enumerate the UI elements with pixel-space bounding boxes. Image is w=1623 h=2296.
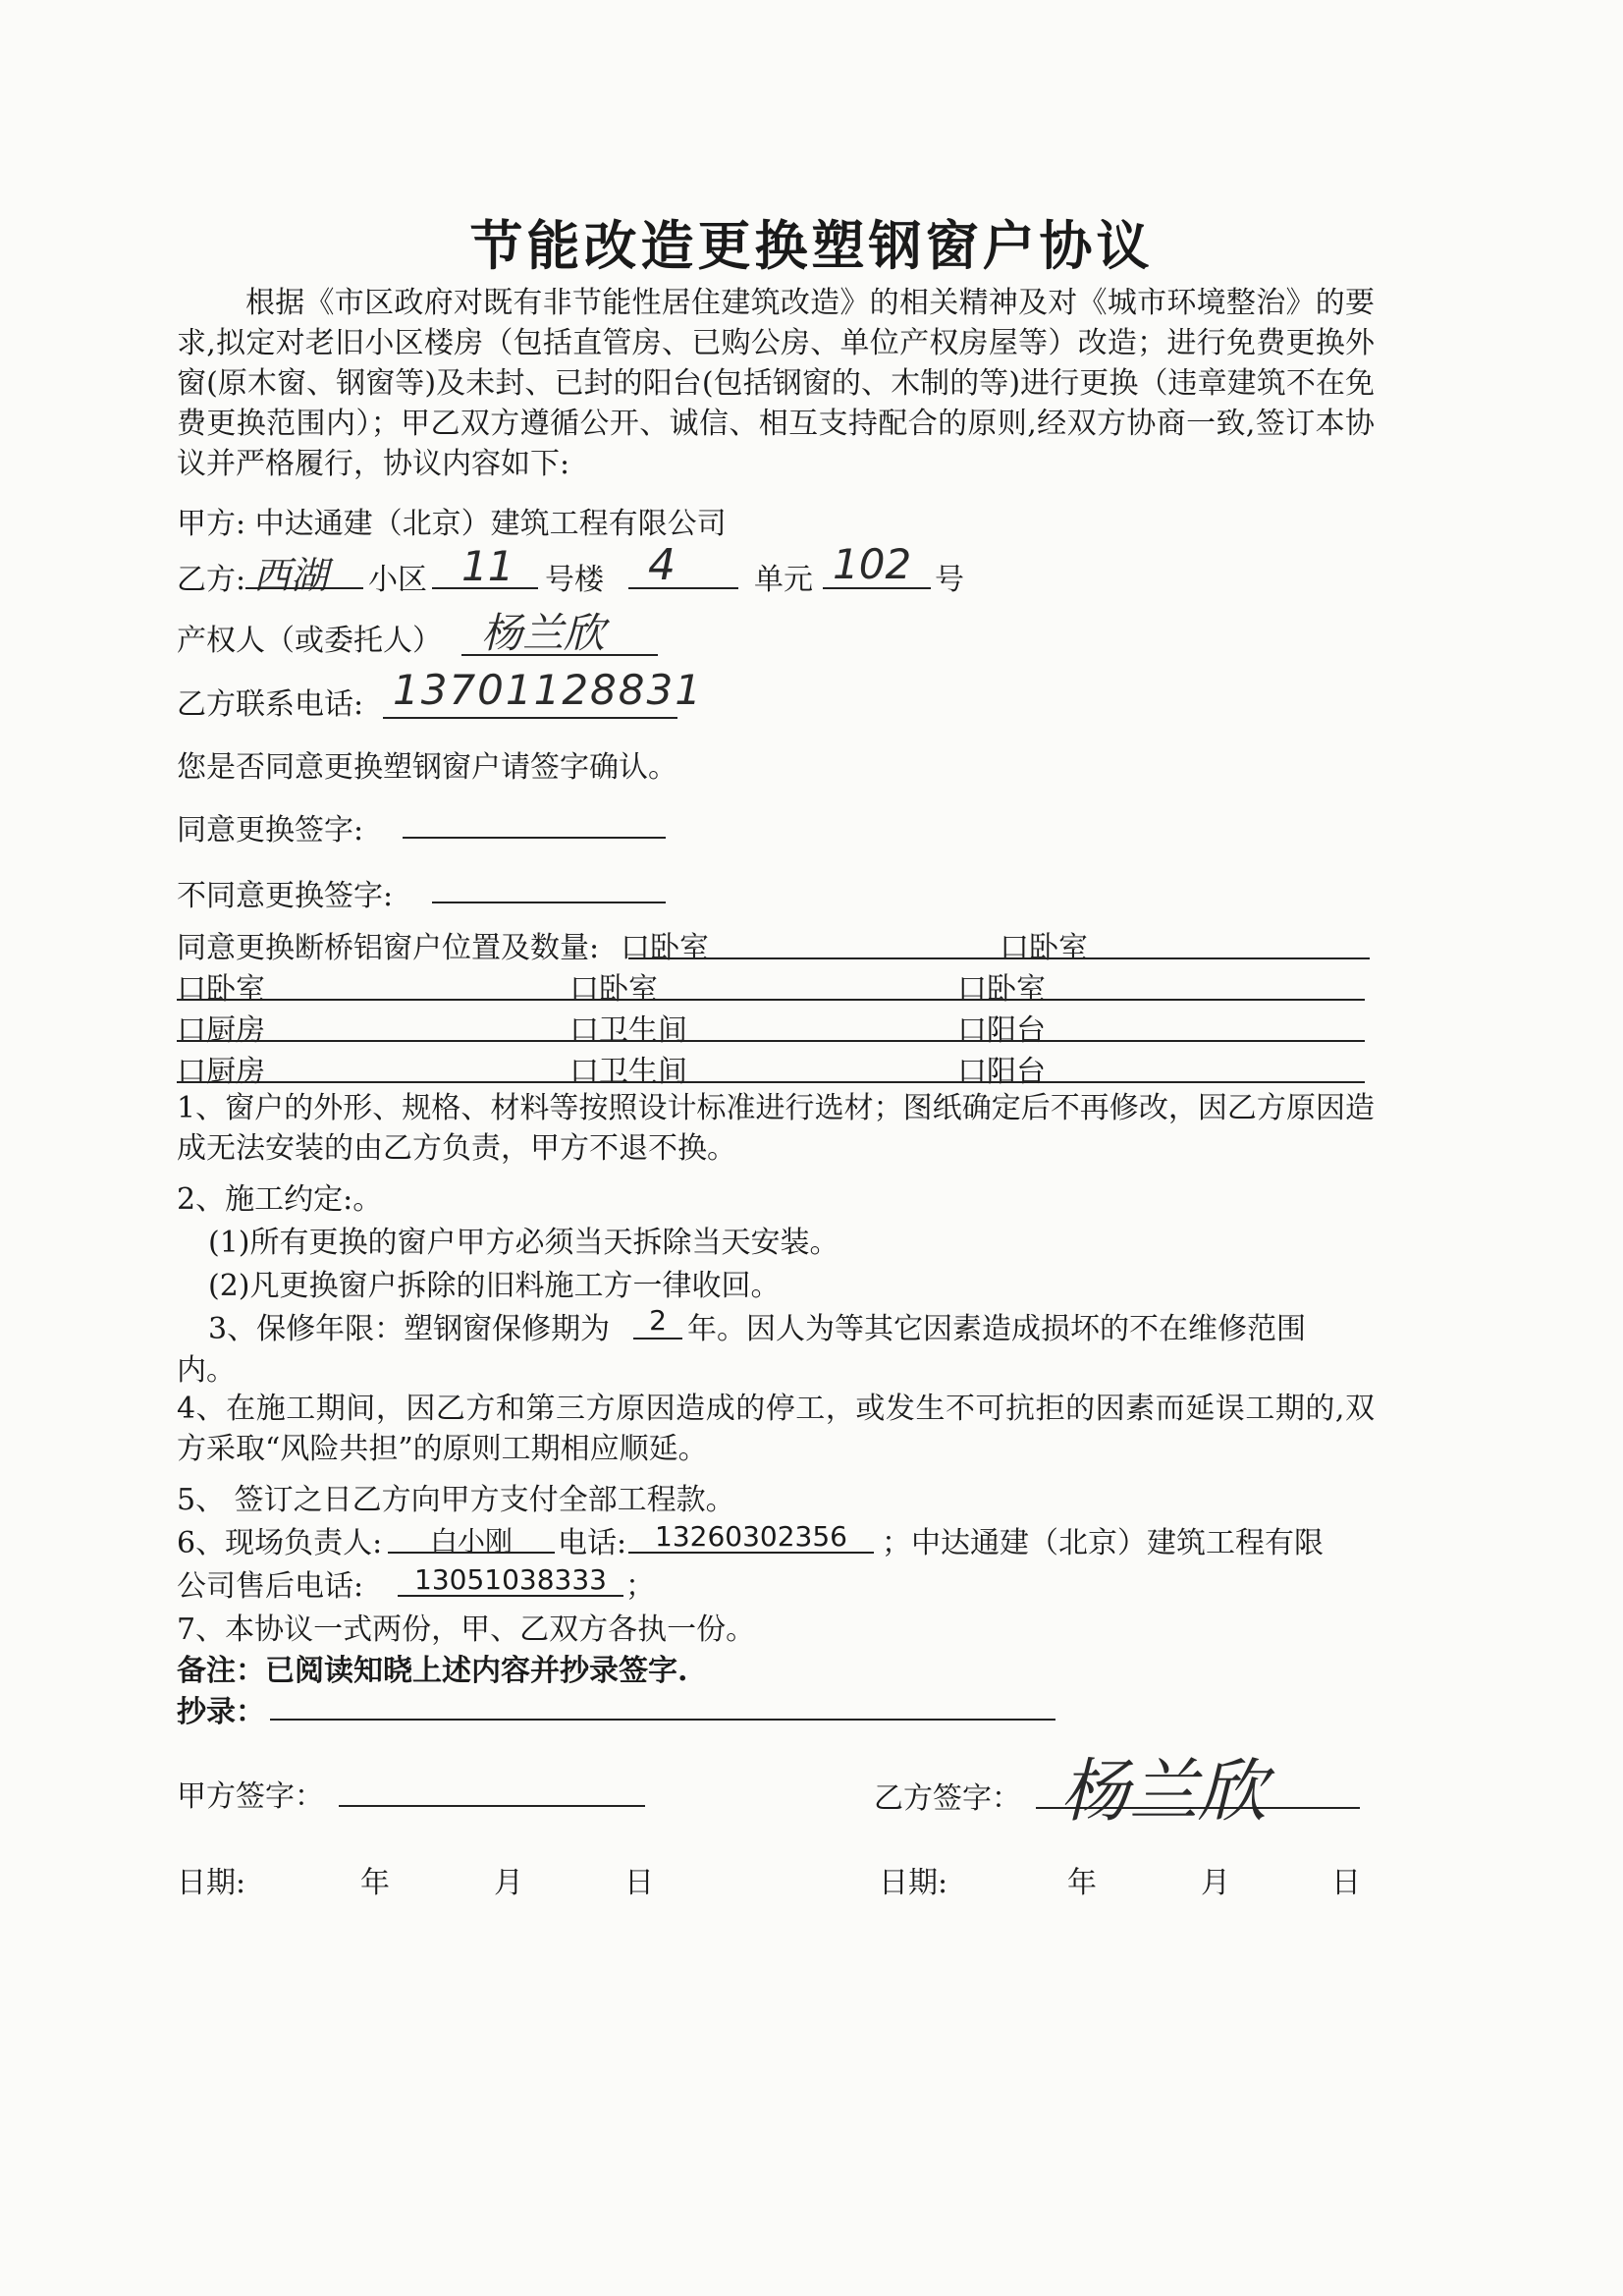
clause-7: 7、本协议一式两份，甲、乙双方各执一份。 <box>177 1613 756 1647</box>
clause-6-line2-suffix: ； <box>625 1569 655 1604</box>
clause-6-suffix: ；中达通建（北京）建筑工程有限 <box>882 1526 1324 1560</box>
date-a-year: 年 <box>360 1866 390 1900</box>
sign-b-label: 乙方签字： <box>874 1781 1021 1816</box>
window-kitchen-option: 口厨房 <box>177 1013 265 1048</box>
date-b-label: 日期: <box>879 1866 948 1900</box>
disagree-sign-label: 不同意更换签字: <box>177 879 394 913</box>
room-underline <box>823 587 931 589</box>
window-balcony-option: 口阳台 <box>957 1013 1046 1048</box>
window-balcony-option: 口阳台 <box>957 1055 1046 1089</box>
clause-1: 1、窗户的外形、规格、材料等按照设计标准进行选材；图纸确定后不再修改，因乙方原因造成无法安装的由乙方负责，甲方不退不换。 <box>177 1091 1375 1166</box>
community-label: 小区 <box>368 563 427 597</box>
clause-6-prefix: 6、现场负责人: <box>177 1526 383 1560</box>
windows-row2-underline <box>177 1040 1365 1042</box>
agree-sign-label: 同意更换签字: <box>177 813 364 847</box>
clause-3-suffix: 年。因人为等其它因素造成损坏的不在维修范围 <box>687 1312 1306 1346</box>
building-underline <box>432 587 538 589</box>
site-manager-phone-underline <box>628 1552 874 1554</box>
window-bedroom-option: 口卧室 <box>177 972 265 1007</box>
unit-label: 单元 <box>754 563 813 597</box>
date-b-day: 日 <box>1331 1866 1361 1900</box>
window-bedroom-option: 口卧室 <box>569 972 658 1007</box>
date-a-month: 月 <box>494 1866 523 1900</box>
warranty-years-underline <box>633 1338 682 1339</box>
building-label: 号楼 <box>545 563 604 597</box>
window-bedroom-option: 口卧室 <box>957 972 1046 1007</box>
clause-6-phone-label: 电话: <box>558 1526 627 1560</box>
clause-2-1: (1)所有更换的窗户甲方必须当天拆除当天安装。 <box>208 1226 839 1260</box>
agree-sign-underline <box>403 837 666 839</box>
document-title: 节能改造更换塑钢窗户协议 <box>469 215 1154 277</box>
date-b-year: 年 <box>1067 1866 1097 1900</box>
date-b-month: 月 <box>1201 1866 1230 1900</box>
remark: 备注：已阅读知晓上述内容并抄录签字. <box>177 1654 688 1688</box>
copy-underline <box>270 1719 1055 1721</box>
clause-2-title: 2、施工约定:。 <box>177 1182 383 1217</box>
window-kitchen-option: 口厨房 <box>177 1055 265 1089</box>
windows-label: 同意更换断桥铝窗户位置及数量: <box>177 931 600 965</box>
service-phone-underline <box>398 1595 623 1597</box>
building-handwriting: 11 <box>461 542 514 590</box>
site-manager-underline <box>388 1552 555 1554</box>
warranty-years: 2 <box>649 1304 667 1337</box>
clause-3-prefix: 3、保修年限：塑钢窗保修期为 <box>208 1312 611 1346</box>
windows-row0-underline <box>628 957 1370 959</box>
date-a-label: 日期: <box>177 1866 246 1900</box>
confirm-prompt: 您是否同意更换塑钢窗户请签字确认。 <box>177 750 677 785</box>
party-b-signature: 杨兰欣 <box>1060 1751 1267 1831</box>
community-underline <box>245 587 363 589</box>
unit-handwriting: 4 <box>648 540 676 590</box>
party-a-line: 甲方: 中达通建（北京）建筑工程有限公司 <box>177 507 727 541</box>
windows-row3-underline <box>177 1081 1365 1083</box>
clause-5: 5、 签订之日乙方向甲方支付全部工程款。 <box>177 1483 735 1517</box>
sign-b-underline <box>1036 1807 1360 1809</box>
phone-handwriting: 13701128831 <box>393 666 703 714</box>
copy-label: 抄录： <box>177 1695 265 1729</box>
site-manager-name: 白小刚 <box>429 1525 513 1558</box>
clause-6-line2-prefix: 公司售后电话: <box>177 1569 364 1604</box>
intro-paragraph: 根据《市区政府对既有非节能性居住建筑改造》的相关精神及对《城市环境整治》的要求,拟定对老旧小区楼房（包括直管房、已购公房、单位产权房屋等）改造；进行免费更换外窗(原木窗、钢窗等)及未封、已封的阳台(包括钢窗的、木制的等)进行更换（违章建筑不在免费更换范围内）；甲乙双方遵循公开、诚信、相互支持配合的原则,经双方协商一致,签订本协议并严格履行，协议内容如下: <box>177 286 1375 481</box>
window-bathroom-option: 口卫生间 <box>569 1055 687 1089</box>
owner-underline <box>461 654 658 656</box>
clause-4: 4、在施工期间，因乙方和第三方原因造成的停工，或发生不可抗拒的因素而延误工期的,双方采取“风险共担”的原则工期相应顺延。 <box>177 1392 1375 1466</box>
owner-signature: 杨兰欣 <box>481 609 606 657</box>
site-manager-phone: 13260302356 <box>655 1520 847 1553</box>
windows-row1-underline <box>177 999 1365 1001</box>
room-handwriting: 102 <box>833 540 912 588</box>
phone-underline <box>383 717 677 719</box>
community-handwriting: 西湖 <box>253 554 329 597</box>
party-b-label: 乙方: <box>177 563 246 597</box>
window-bathroom-option: 口卫生间 <box>569 1013 687 1048</box>
unit-underline <box>628 587 738 589</box>
phone-label: 乙方联系电话: <box>177 687 364 722</box>
clause-3-cont: 内。 <box>177 1353 236 1388</box>
disagree-sign-underline <box>432 902 666 903</box>
clause-2-2: (2)凡更换窗户拆除的旧料施工方一律收回。 <box>208 1269 781 1303</box>
sign-a-label: 甲方签字： <box>177 1779 324 1814</box>
date-a-day: 日 <box>624 1866 654 1900</box>
owner-label: 产权人（或委托人） <box>177 624 442 658</box>
window-bedroom-option: 口卧室 <box>621 931 709 965</box>
window-bedroom-option: 口卧室 <box>1000 931 1088 965</box>
sign-a-underline <box>339 1805 645 1807</box>
service-phone: 13051038333 <box>414 1563 607 1596</box>
room-label: 号 <box>935 563 964 597</box>
